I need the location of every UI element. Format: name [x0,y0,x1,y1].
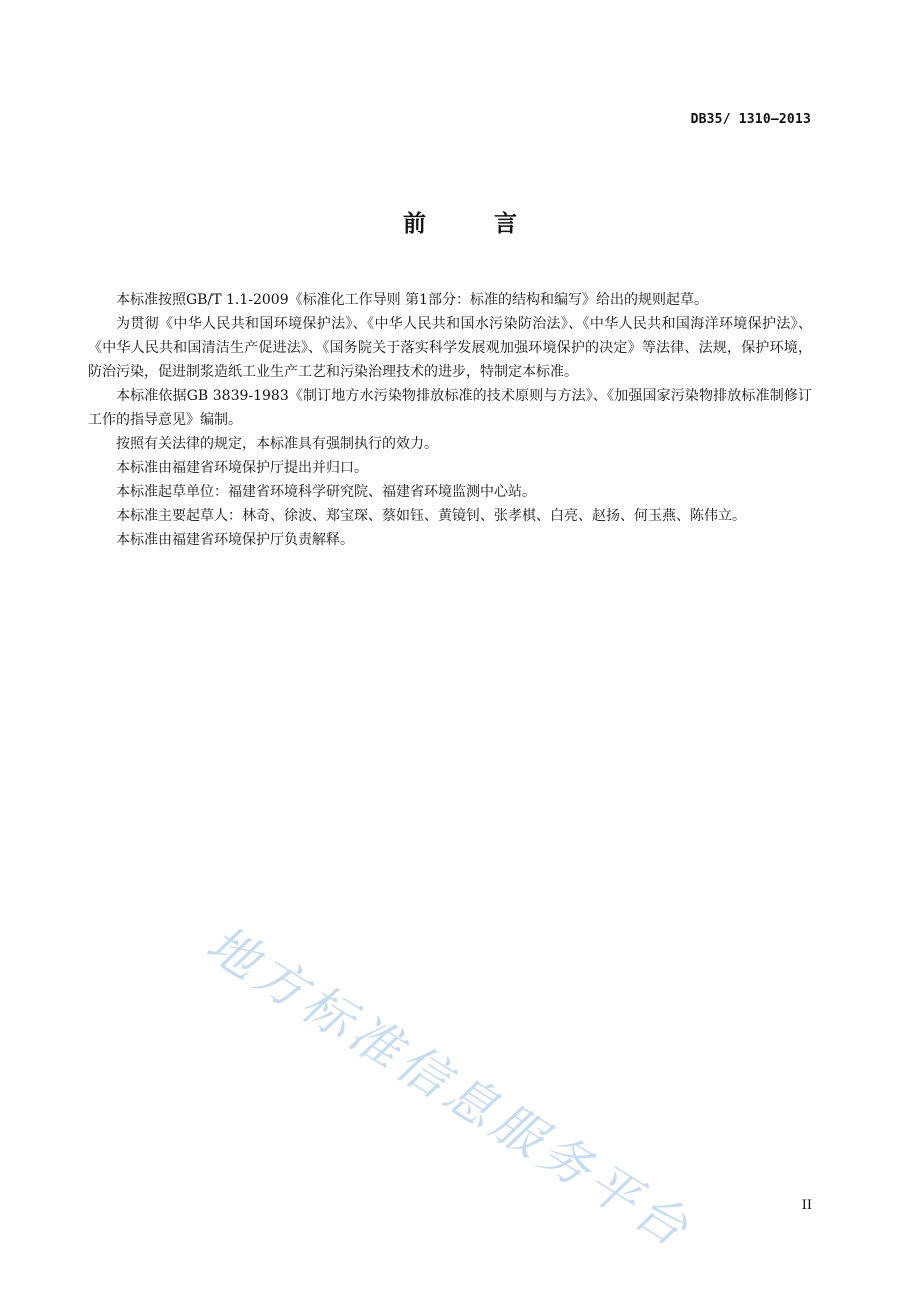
paragraph-interpretation: 本标准由福建省环境保护厅负责解释。 [116,532,354,548]
paragraph-drafting-rules: 本标准按照GB/T 1.1-2009《标准化工作导则 第1部分：标准的结构和编写》给出的规则起草。 [116,292,708,308]
paragraph-drafters: 本标准主要起草人：林奇、徐波、郑宝琛、蔡如钰、黄镜钊、张孝棋、白亮、赵扬、何玉燕、陈伟立。 [116,508,746,524]
paragraph-drafting-units: 本标准起草单位：福建省环境科学研究院、福建省环境监测中心站。 [116,484,536,500]
paragraph-proposer: 本标准由福建省环境保护厅提出并归口。 [116,460,368,476]
document-code: DB35/ 1310—2013 [690,112,811,127]
page-number: II [801,1198,812,1213]
paragraph-mandatory: 按照有关法律的规定，本标准具有强制执行的效力。 [116,436,438,452]
page-title: 前 言 [402,211,547,237]
foreword-body [88,288,812,552]
watermark: 地方标准信息服务平台 [196,914,703,1261]
paragraph-basis: 本标准依据GB 3839-1983《制订地方水污染物排放标准的技术原则与方法》、《加强国家污染物排放标准制修订工作的指导意见》编制。 [88,388,812,428]
paragraph-purpose: 为贯彻《中华人民共和国环境保护法》、《中华人民共和国水污染防治法》、《中华人民共和国海洋环境保护法》、《中华人民共和国清洁生产促进法》、《国务院关于落实科学发展观加强环境保护的决定》等法律、法规，保护环境，防治污染，促进制浆造纸工业生产工艺和污染治理技术的进步，特制定本标准。 [88,316,812,380]
